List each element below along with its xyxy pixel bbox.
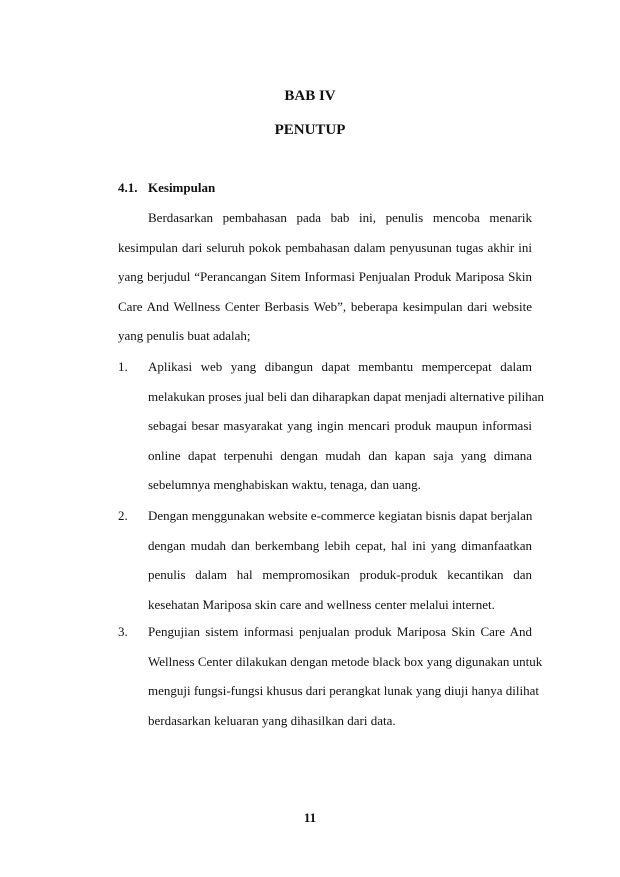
conclusion-list-item bbox=[118, 352, 544, 500]
list-item-line: online dapat terpenuhi dengan mudah dan kapan saja yang dimana bbox=[148, 447, 532, 463]
list-item-line: Aplikasi web yang dibangun dapat membantu mempercepat dalam bbox=[148, 359, 532, 374]
list-item-line: Wellness Center dilakukan dengan metode black box yang digunakan untuk bbox=[148, 653, 543, 669]
list-item-line: penulis dalam hal mempromosikan produk-produk kecantikan dan bbox=[148, 567, 532, 583]
list-item-line: melakukan proses jual beli dan diharapkan dapat menjadi alternative pilihan bbox=[148, 388, 544, 404]
list-item-line: Dengan menggunakan website e-commerce kegiatan bisnis dapat berjalan bbox=[148, 508, 533, 523]
intro-line: yang penulis buat adalah; bbox=[118, 328, 251, 344]
intro-paragraph bbox=[118, 203, 532, 351]
list-item-line: Pengujian sistem informasi penjualan produk Mariposa Skin Care And bbox=[148, 624, 532, 639]
intro-line: kesimpulan dari seluruh pokok pembahasan dalam penyusunan tugas akhir ini bbox=[118, 239, 532, 255]
section-title: Kesimpulan bbox=[148, 180, 216, 195]
section-heading bbox=[118, 180, 215, 196]
list-marker: 3. bbox=[118, 624, 128, 639]
intro-line: yang berjudul “Perancangan Sitem Informasi Penjualan Produk Mariposa Skin bbox=[118, 269, 532, 285]
list-item-line: menguji fungsi-fungsi khusus dari perangkat lunak yang diuji hanya dilihat bbox=[148, 683, 540, 699]
intro-line: Care And Wellness Center Berbasis Web”, beberapa kesimpulan dari website bbox=[118, 298, 532, 314]
intro-line: Berdasarkan pembahasan pada bab ini, penulis mencoba menarik bbox=[148, 210, 532, 225]
chapter-title: BAB IV bbox=[284, 88, 336, 104]
list-marker: 1. bbox=[118, 359, 128, 374]
list-item-line: dengan mudah dan berkembang lebih cepat, hal ini yang dimanfaatkan bbox=[148, 537, 532, 553]
page-number: 11 bbox=[303, 810, 317, 825]
chapter-subtitle: PENUTUP bbox=[274, 122, 346, 138]
list-item-line: sebelumnya menghabiskan waktu, tenaga, dan uang. bbox=[148, 477, 421, 493]
list-item-line: sebagai besar masyarakat yang ingin mencari produk maupun informasi bbox=[148, 418, 532, 434]
list-marker: 2. bbox=[118, 508, 128, 523]
conclusion-list-item bbox=[118, 501, 532, 619]
list-item-line: kesehatan Mariposa skin care and wellness center melalui internet. bbox=[148, 596, 495, 612]
section-number: 4.1. bbox=[118, 180, 138, 195]
conclusion-list-item bbox=[118, 617, 543, 735]
list-item-line: berdasarkan keluaran yang dihasilkan dari data. bbox=[148, 712, 396, 728]
